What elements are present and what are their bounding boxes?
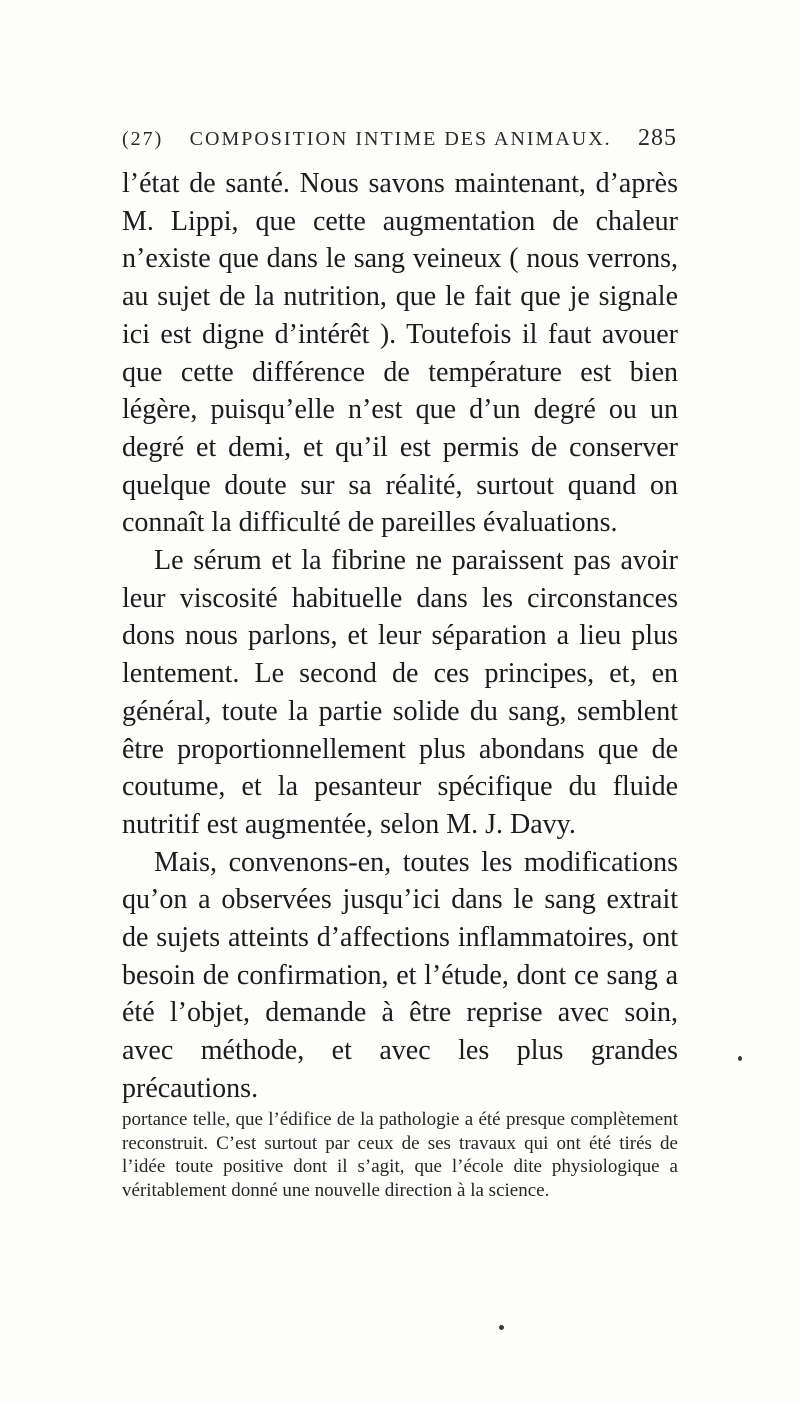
paragraph-continued: l’état de santé. Nous savons maintenant, d’après M. Lippi, que cette augmentation de chaleur n’existe que dans le sang veineux ( nous verrons, au sujet de la nutrition, que le fait que je signale ici est digne d’intérêt ). Toutefois il faut avouer que cette différence de température est bien légère, puisqu’elle n’est que d’un degré ou un degré et demi, et qu’il est permis de conserver quelque doute sur sa réalité, surtout quand on connaît la difficulté de pareilles évaluations. <box>122 168 678 539</box>
ink-speck <box>738 1056 742 1061</box>
ink-speck <box>499 1325 504 1330</box>
main-text <box>122 165 678 1108</box>
paragraph-modifications: Mais, convenons-en, toutes les modifications qu’on a observées jusqu’ici dans le sang extrait de sujets atteints d’affections inflammatoires, ont besoin de confirmation, et l’étude, dont ce sang a été l’objet, demande à être reprise avec soin, avec méthode, et avec les plus grandes précautions. <box>122 846 678 1104</box>
paragraph-serum: Le sérum et la fibrine ne paraissent pas avoir leur viscosité habituelle dans les circonstances dons nous parlons, et leur séparation a lieu plus lentement. Le second de ces principes, et, en général, toute la partie solide du sang, semblent être proportionnellement plus abondans que de coutume, et la pesanteur spécifique du fluide nutritif est augmentée, selon M. J. Davy. <box>122 545 678 840</box>
running-header <box>122 125 677 155</box>
footnote-text: portance telle, que l’édifice de la pathologie a été presque complètement reconstruit. C’est surtout par ceux de ses travaux qui ont été tirés de l’idée toute positive dont il s’agit, que l’école dite physiologique a véritablement donné une nouvelle direction à la science. <box>122 1109 678 1201</box>
footnote <box>122 1108 678 1202</box>
page-number: 285 <box>637 125 677 151</box>
left-folio: (27) <box>122 128 164 150</box>
running-title: COMPOSITION INTIME DES ANIMAUX. <box>189 128 612 150</box>
